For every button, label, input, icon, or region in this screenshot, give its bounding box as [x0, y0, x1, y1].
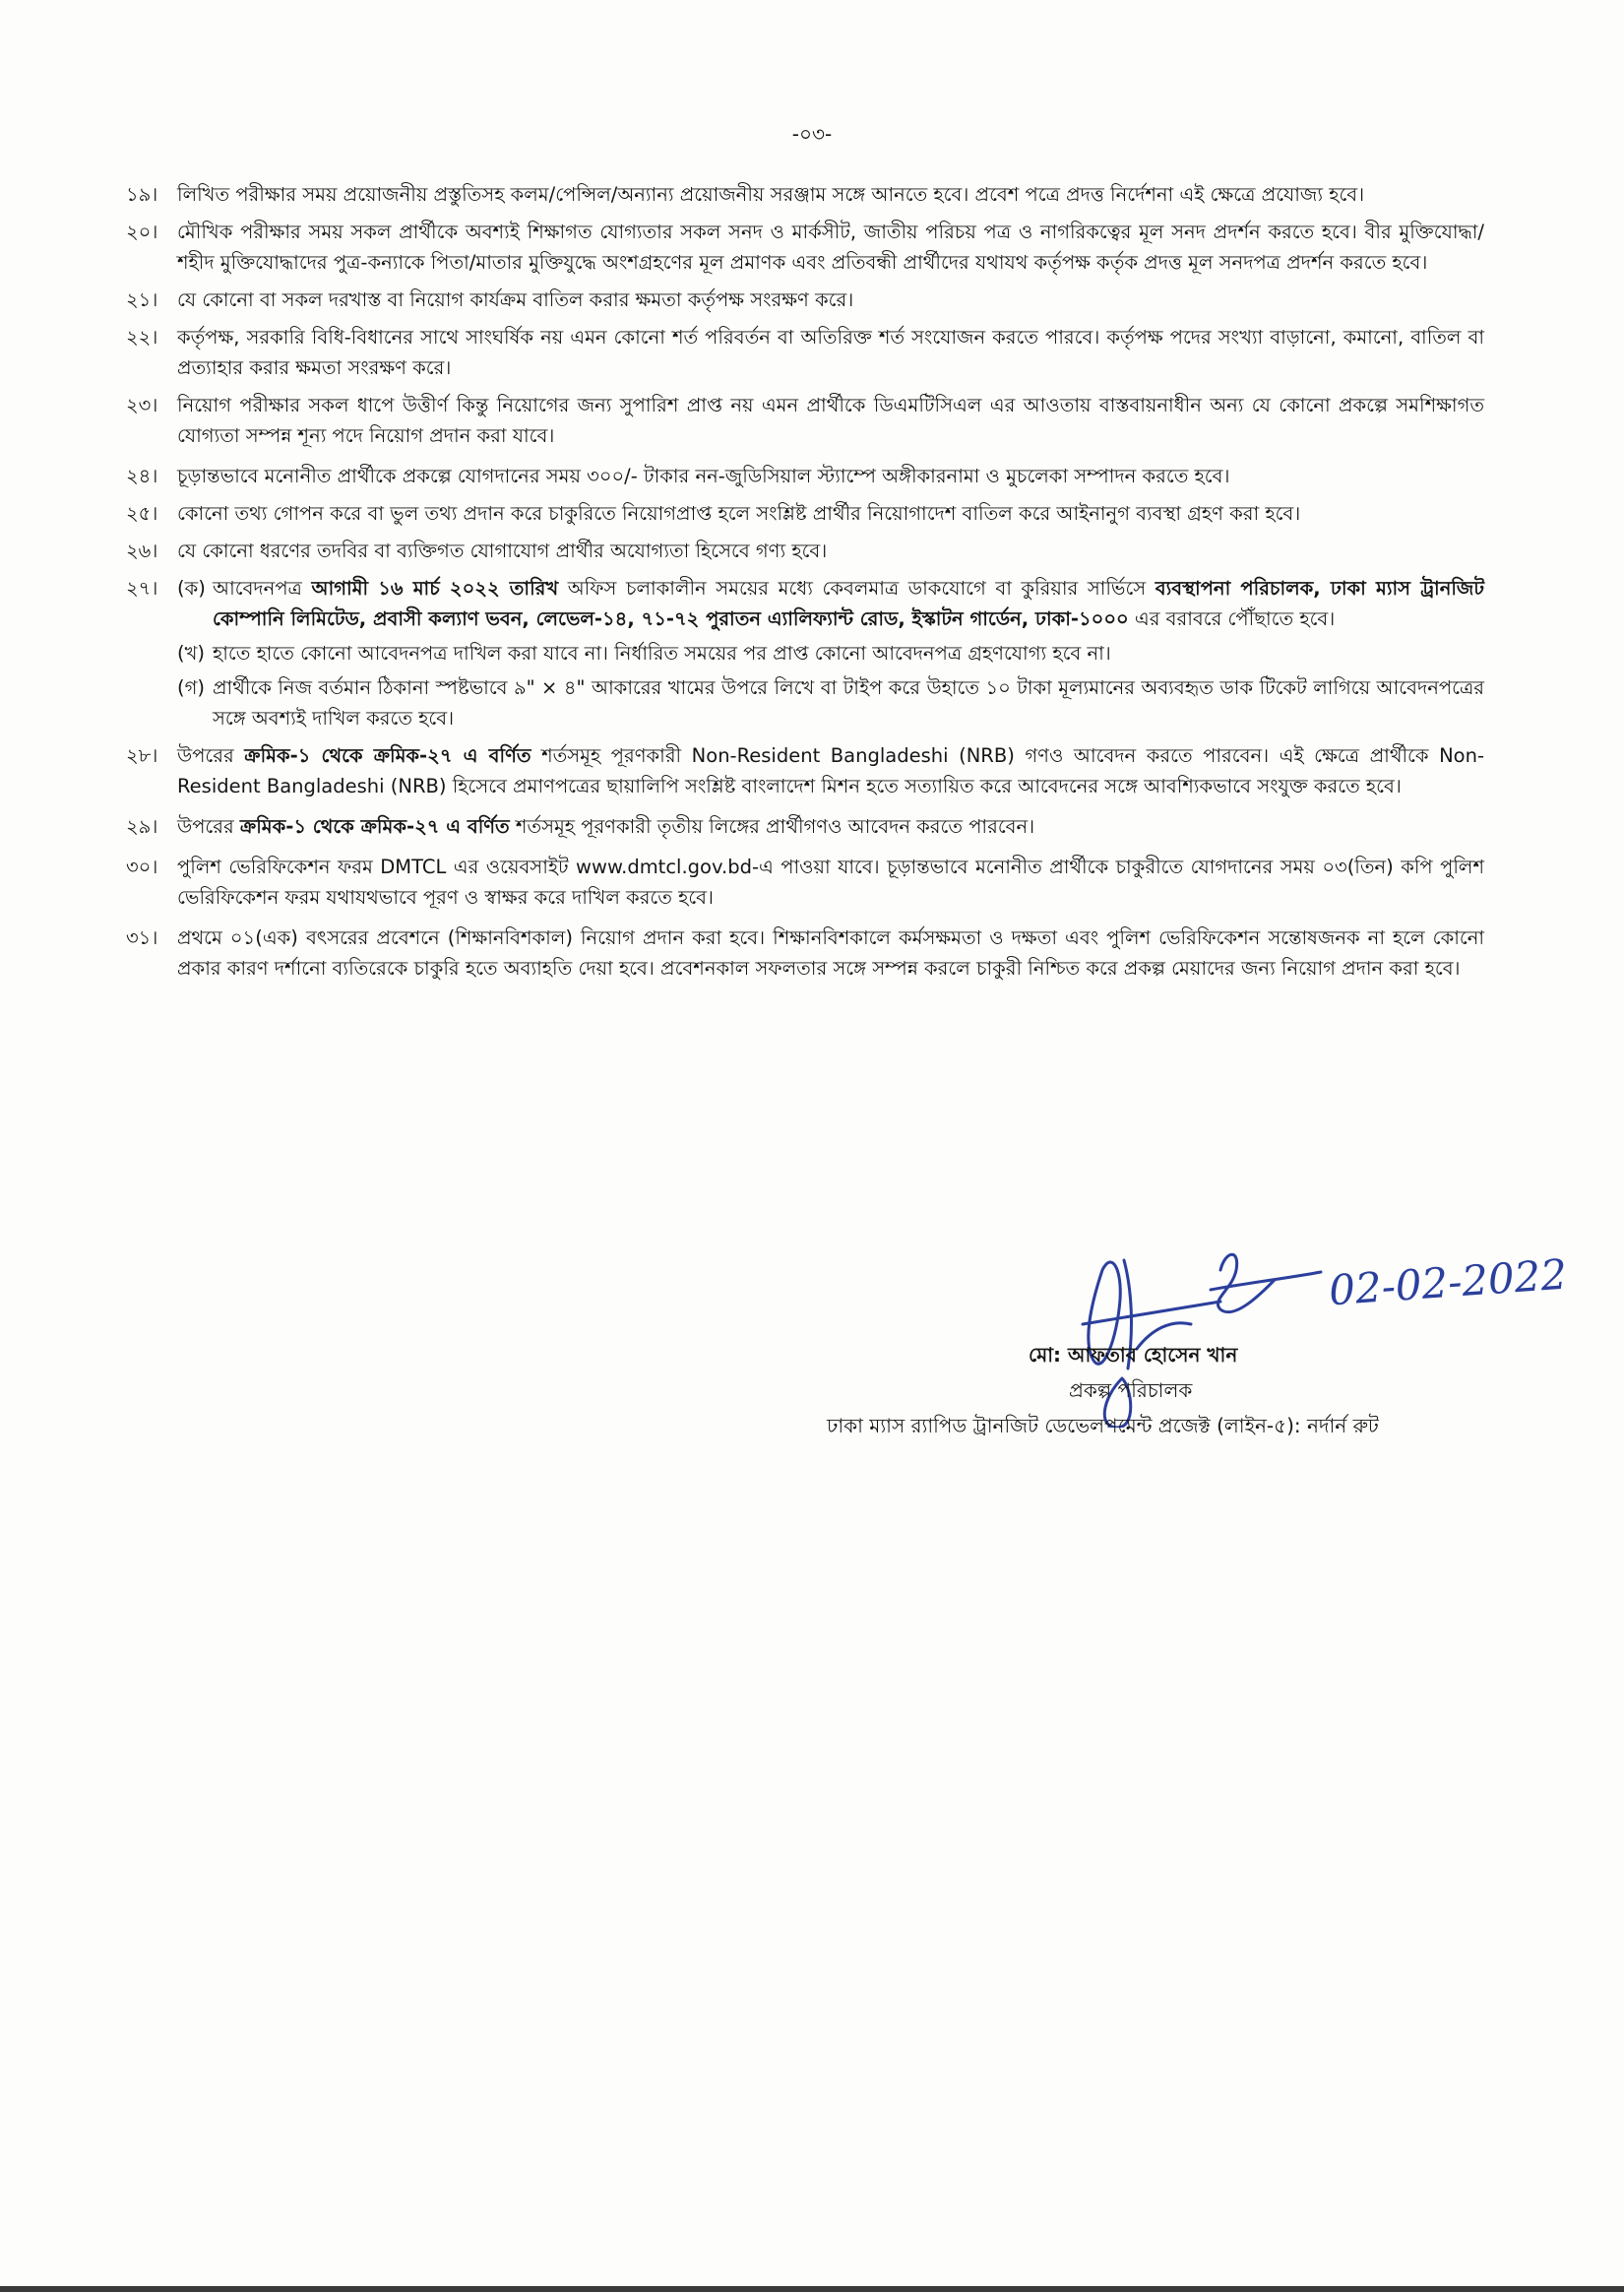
subitem-c [177, 672, 1484, 733]
list-item [126, 811, 1484, 842]
item-number: ৩১। [126, 926, 158, 949]
subitem-text: প্রার্থীকে নিজ বর্তমান ঠিকানা স্পষ্টভাবে ৯" × ৪" আকারের খামের উপরে লিখে বা টাইপ করে উহাতে ১০ টাকা মূল্যমানের অব্যবহৃত ডাক টিকেট লাগিয়ে আবেদনপত্রের সঙ্গে অবশ্যই দাখিল করতে হবে। [213, 676, 1484, 730]
list-item-application-submission [126, 573, 1484, 733]
item-text: কর্তৃপক্ষ, সরকারি বিধি-বিধানের সাথে সাংঘর্ষিক নয় এমন কোনো শর্ত পরিবর্তন বা অতিরিক্ত শর্ত সংযোজন করতে পারবে। কর্তৃপক্ষ পদের সংখ্যা বাড়ানো, কমানো, বাতিল বা প্রত্যাহার করার ক্ষমতা সংরক্ষণ করে। [177, 326, 1484, 379]
item-number: ১৯। [126, 183, 158, 206]
list-item [126, 179, 1484, 210]
item-text [177, 811, 1484, 842]
subitem-label: (খ) [177, 642, 206, 665]
list-item [126, 285, 1484, 315]
subitem-text: হাতে হাতে কোনো আবেদনপত্র দাখিল করা যাবে না। নির্ধারিত সময়ের পর প্রাপ্ত কোনো আবেদনপত্র গ্রহণযোগ্য হবে না। [213, 642, 1111, 665]
item-number: ২৬। [126, 540, 158, 562]
list-item [126, 322, 1484, 383]
list-item [126, 923, 1484, 984]
conditions-list [126, 179, 1484, 990]
signature-date: 02-02-2022 [1327, 1249, 1569, 1315]
list-item [126, 390, 1484, 451]
list-item [126, 217, 1484, 278]
text-run: শর্তসমূহ পূরণকারী তৃতীয় লিঙ্গের প্রার্থীগণও আবেদন করতে পারবেন। [509, 815, 1035, 838]
item-text [177, 740, 1484, 801]
item-text: যে কোনো বা সকল দরখাস্ত বা নিয়োগ কার্যক্রম বাতিল করার ক্ষমতা কর্তৃপক্ষ সংরক্ষণ করে। [177, 288, 854, 311]
bold-reference: ক্রমিক-১ থেকে ক্রমিক-২৭ এ বর্ণিত [244, 744, 531, 767]
list-item [126, 740, 1484, 801]
list-item [126, 536, 1484, 566]
subitem-b [177, 638, 1484, 668]
item-text: চূড়ান্তভাবে মনোনীত প্রার্থীকে প্রকল্পে যোগদানের সময় ৩০০/- টাকার নন-জুডিসিয়াল স্ট্যাম্পে অঙ্গীকারনামা ও মুচলেকা সম্পাদন করতে হবে। [177, 465, 1230, 487]
deadline-text: আগামী ১৬ মার্চ ২০২২ তারিখ [311, 577, 559, 600]
item-number: ২২। [126, 326, 158, 349]
signatory-designation: প্রকল্প পরিচালক [1069, 1378, 1193, 1402]
item-number: ২৪। [126, 465, 158, 487]
text-run: আবেদনপত্র [213, 577, 312, 600]
text-run: উপরের [177, 744, 245, 767]
item-number: ৩০। [126, 856, 158, 878]
item-text: কোনো তথ্য গোপন করে বা ভুল তথ্য প্রদান করে চাকুরিতে নিয়োগপ্রাপ্ত হলে সংশ্লিষ্ট প্রার্থীর নিয়োগাদেশ বাতিল করে আইনানুগ ব্যবস্থা গ্রহণ করা হবে। [177, 502, 1301, 525]
item-number: ২০। [126, 221, 158, 243]
page-number: -০৩- [791, 122, 833, 146]
subitem-text [213, 573, 1484, 634]
bold-reference: ক্রমিক-১ থেকে ক্রমিক-২৭ এ বর্ণিত [239, 815, 510, 838]
list-item [126, 852, 1484, 913]
text-run: এর বরাবরে পৌঁছাতে হবে। [1128, 607, 1336, 630]
list-item [126, 498, 1484, 529]
item-number: ২৯। [126, 815, 158, 838]
item-text: প্রথমে ০১(এক) বৎসরের প্রবেশনে (শিক্ষানবিশকাল) নিয়োগ প্রদান করা হবে। শিক্ষানবিশকালে কর্মসক্ষমতা ও দক্ষতা এবং পুলিশ ভেরিফিকেশন সন্তোষজনক না হলে কোনো প্রকার কারণ দর্শানো ব্যতিরেকে চাকুরি হতে অব্যাহতি দেয়া হবে। প্রবেশনকাল সফলতার সঙ্গে সম্পন্ন করলে চাকুরী নিশ্চিত করে প্রকল্প মেয়াদের জন্য নিয়োগ প্রদান করা হবে। [177, 926, 1484, 980]
scan-edge [0, 2286, 1624, 2292]
subitem-label: (গ) [177, 676, 205, 699]
item-text: নিয়োগ পরীক্ষার সকল ধাপে উত্তীর্ণ কিন্তু নিয়োগের জন্য সুপারিশ প্রাপ্ত নয় এমন প্রার্থীকে ডিএমটিসিএল এর আওতায় বাস্তবায়নাধীন অন্য যে কোনো প্রকল্পে সমশিক্ষাগত যোগ্যতা সম্পন্ন শূন্য পদে নিয়োগ প্রদান করা যাবে। [177, 394, 1484, 447]
item-text: যে কোনো ধরণের তদবির বা ব্যক্তিগত যোগাযোগ প্রার্থীর অযোগ্যতা হিসেবে গণ্য হবে। [177, 540, 828, 562]
subitem-a [177, 573, 1484, 634]
item-subitems [177, 573, 1484, 733]
list-item [126, 461, 1484, 491]
subitem-label: (ক) [177, 577, 206, 600]
mailing-address: ব্যবস্থাপনা পরিচালক, ঢাকা ম্যাস ট্রানজিট কোম্পানি লিমিটেড, প্রবাসী কল্যাণ ভবন, লেভেল-১৪, ৭১-৭২ পুরাতন এ্যালিফ্যান্ট রোড, ইস্কাটন গার্ডেন, ঢাকা-১০০০ [213, 577, 1484, 630]
item-number: ২৫। [126, 502, 158, 525]
text-run: শর্তসমূহ পূরণকারী Non-Resident Bangladeshi (NRB) গণও আবেদন করতে পারবেন। এই ক্ষেত্রে প্রার্থীকে Non-Resident Bangladeshi (NRB) হিসেবে প্রমাণপত্রের ছায়ালিপি সংশ্লিষ্ট বাংলাদেশ মিশন হতে সত্যায়িত করে আবেদনের সঙ্গে আবশ্যিকভাবে সংযুক্ত করতে হবে। [177, 744, 1484, 797]
item-text: লিখিত পরীক্ষার সময় প্রয়োজনীয় প্রস্তুতিসহ কলম/পেন্সিল/অন্যান্য প্রয়োজনীয় সরঞ্জাম সঙ্গে আনতে হবে। প্রবেশ পত্রে প্রদত্ত নির্দেশনা এই ক্ষেত্রে প্রযোজ্য হবে। [177, 183, 1365, 206]
signatory-name: মো: আফতাব হোসেন খান [1029, 1343, 1238, 1367]
item-number: ২৮। [126, 744, 158, 767]
item-number: ২৩। [126, 394, 158, 416]
text-run: উপরের [177, 815, 240, 838]
item-number: ২১। [126, 288, 158, 311]
item-text: পুলিশ ভেরিফিকেশন ফরম DMTCL এর ওয়েবসাইট www.dmtcl.gov.bd-এ পাওয়া যাবে। চূড়ান্তভাবে মনোনীত প্রার্থীকে চাকুরীতে যোগদানের সময় ০৩(তিন) কপি পুলিশ ভেরিফিকেশন ফরম যথাযথভাবে পূরণ ও স্বাক্ষর করে দাখিল করতে হবে। [177, 856, 1484, 909]
text-run: অফিস চলাকালীন সময়ের মধ্যে কেবলমাত্র ডাকযোগে বা কুরিয়ার সার্ভিসে [558, 577, 1156, 600]
item-number: ২৭। [126, 577, 158, 600]
signature-block [827, 1231, 1569, 1447]
item-text: মৌখিক পরীক্ষার সময় সকল প্রার্থীকে অবশ্যই শিক্ষাগত যোগ্যতার সকল সনদ ও মার্কসীট, জাতীয় পরিচয় পত্র ও নাগরিকত্বের মূল সনদ প্রদর্শন করতে হবে। বীর মুক্তিযোদ্ধা/শহীদ মুক্তিযোদ্ধাদের পুত্র-কন্যাকে পিতা/মাতার মুক্তিযুদ্ধে অংশগ্রহণের মূল প্রমাণক এবং প্রতিবন্ধী প্রার্থীদের যথাযথ কর্তৃপক্ষ কর্তৃক প্রদত্ত মূল সনদপত্র প্রদর্শন করতে হবে। [177, 221, 1484, 274]
signatory-project: ঢাকা ম্যাস র‌্যাপিড ট্রানজিট ডেভেলপমেন্ট প্রজেক্ট (লাইন-৫): নর্দার্ন রুট [827, 1414, 1379, 1437]
